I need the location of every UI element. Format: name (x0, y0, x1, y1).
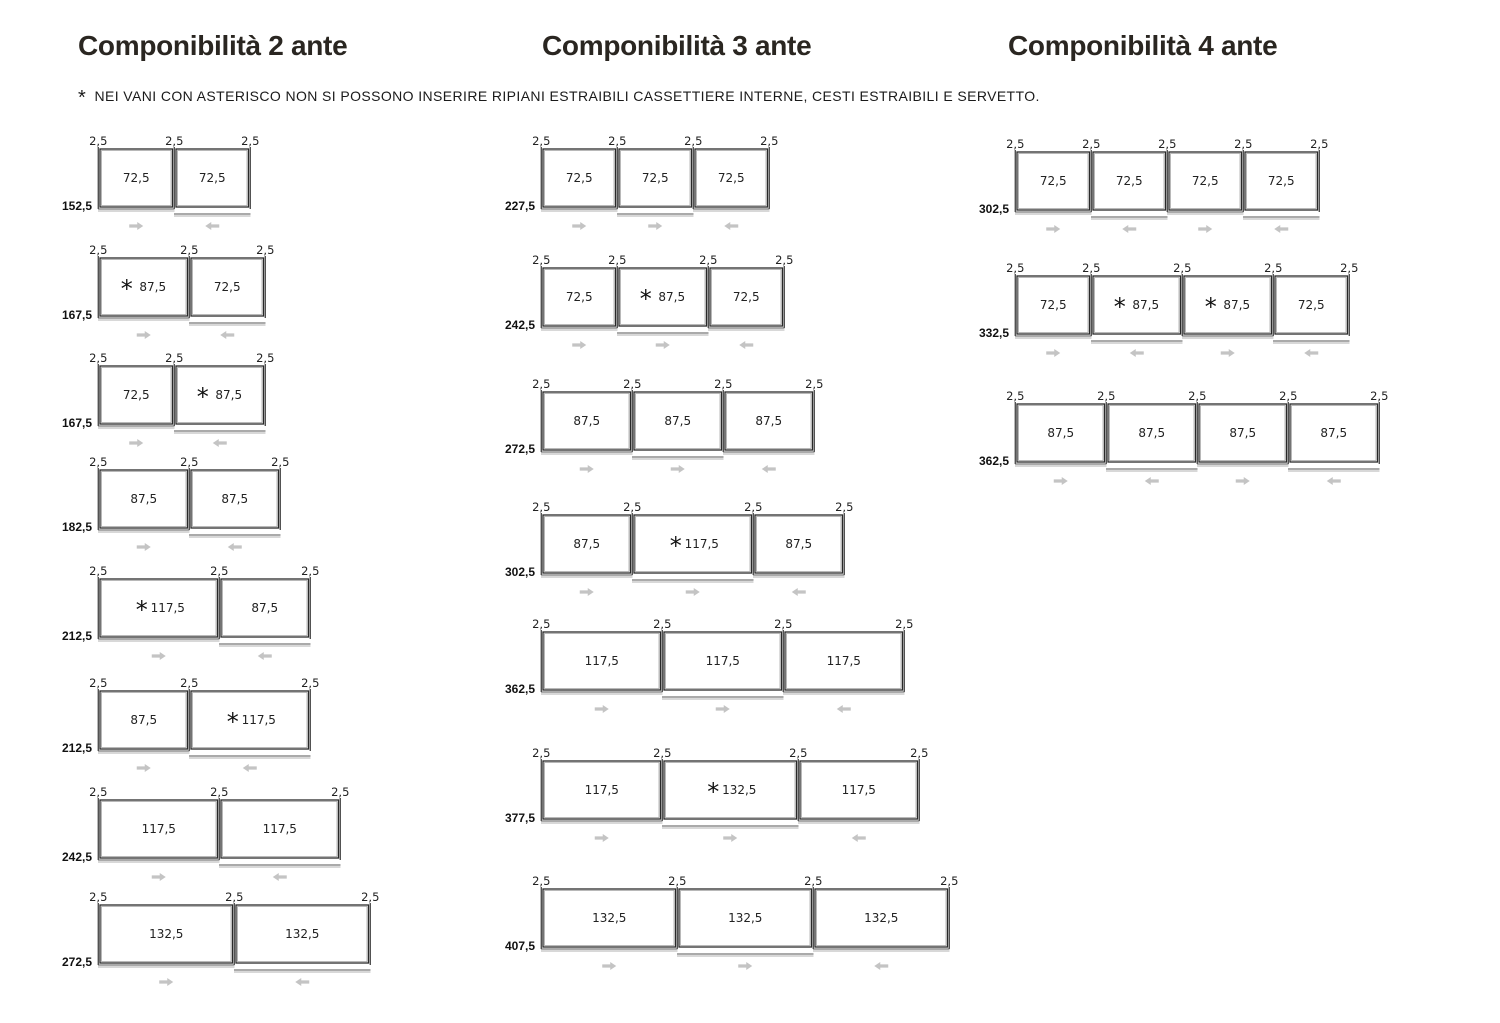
door-module (98, 149, 175, 230)
door-width-label: 117,5 (584, 783, 619, 797)
side-panel-label: 2,5 (1173, 261, 1192, 275)
asterisk-marker: * (639, 285, 652, 313)
side-panel-label: 2,5 (1006, 137, 1025, 151)
side-panel-label: 2,5 (165, 351, 184, 365)
asterisk-marker: * (1113, 293, 1126, 321)
door-width-label: 72,5 (565, 171, 593, 185)
side-panel-label: 2,5 (210, 564, 229, 578)
arrow-right-icon (580, 588, 594, 596)
configuration-three-4 (505, 500, 853, 596)
side-panel-label: 2,5 (89, 134, 108, 148)
arrow-right-icon (1236, 477, 1250, 485)
configuration-two-7 (62, 785, 349, 881)
door-module (234, 905, 371, 986)
door-module (617, 268, 709, 349)
total-width-label: 272,5 (504, 442, 535, 456)
side-panel-label: 2,5 (532, 874, 551, 888)
configuration-two-4 (62, 455, 289, 551)
door-module (1288, 404, 1380, 485)
total-width-label: 212,5 (61, 741, 92, 755)
door-width-label: 72,5 (1039, 298, 1067, 312)
door-module (1182, 276, 1274, 357)
door-width-label: 87,5 (1047, 426, 1075, 440)
door-module (783, 632, 905, 713)
arrow-right-icon (1046, 349, 1060, 357)
arrow-right-icon (572, 222, 586, 230)
arrow-right-icon (723, 834, 737, 842)
side-panel-label: 2,5 (804, 874, 823, 888)
door-width-label: 72,5 (717, 171, 745, 185)
door-module (541, 889, 678, 970)
side-panel-label: 2,5 (668, 874, 687, 888)
side-panel-label: 2,5 (623, 377, 642, 391)
door-width-label: 72,5 (1039, 174, 1067, 188)
door-module (1167, 152, 1244, 233)
door-module (541, 632, 663, 713)
side-panel-label: 2,5 (180, 243, 199, 257)
arrow-left-icon (1122, 225, 1136, 233)
door-width-label: 87,5 (1223, 298, 1251, 312)
arrow-right-icon (129, 439, 143, 447)
door-module (541, 761, 663, 842)
door-module (98, 691, 190, 772)
total-width-label: 212,5 (61, 629, 92, 643)
door-width-label: 117,5 (841, 783, 876, 797)
door-width-label: 87,5 (1132, 298, 1160, 312)
door-module (632, 515, 754, 596)
door-width-label: 117,5 (150, 601, 185, 615)
arrow-right-icon (656, 341, 670, 349)
door-module (98, 579, 220, 660)
side-panel-label: 2,5 (89, 564, 108, 578)
side-panel-label: 2,5 (775, 253, 794, 267)
arrow-left-icon (1327, 477, 1341, 485)
side-panel-label: 2,5 (1310, 137, 1329, 151)
total-width-label: 362,5 (504, 682, 535, 696)
side-panel-label: 2,5 (1006, 389, 1025, 403)
configuration-three-1 (505, 134, 778, 230)
door-module (189, 258, 266, 339)
door-width-label: 117,5 (705, 654, 740, 668)
door-width-label: 72,5 (1297, 298, 1325, 312)
door-module (753, 515, 845, 596)
side-panel-label: 2,5 (89, 785, 108, 799)
arrow-right-icon (602, 962, 616, 970)
door-width-label: 87,5 (130, 492, 158, 506)
side-panel-label: 2,5 (1340, 261, 1359, 275)
arrow-left-icon (258, 652, 272, 660)
door-module (219, 579, 311, 660)
door-width-label: 132,5 (592, 911, 627, 925)
arrow-right-icon (129, 222, 143, 230)
door-module (1015, 152, 1092, 233)
door-module (1273, 276, 1350, 357)
door-module (219, 800, 341, 881)
asterisk-marker: * (707, 778, 720, 806)
door-module (174, 149, 251, 230)
door-width-label: 72,5 (732, 290, 760, 304)
door-module (813, 889, 950, 970)
arrow-right-icon (1221, 349, 1235, 357)
arrow-right-icon (595, 834, 609, 842)
side-panel-label: 2,5 (608, 134, 627, 148)
side-panel-label: 2,5 (225, 890, 244, 904)
side-panel-label: 2,5 (1234, 137, 1253, 151)
side-panel-label: 2,5 (532, 134, 551, 148)
door-module (1243, 152, 1320, 233)
door-module (1091, 276, 1183, 357)
door-width-label: 87,5 (664, 414, 692, 428)
side-panel-label: 2,5 (89, 351, 108, 365)
door-width-label: 72,5 (198, 171, 226, 185)
total-width-label: 302,5 (504, 565, 535, 579)
side-panel-label: 2,5 (1097, 389, 1116, 403)
side-panel-label: 2,5 (532, 617, 551, 631)
door-module (1015, 276, 1092, 357)
side-panel-label: 2,5 (89, 455, 108, 469)
total-width-label: 332,5 (978, 326, 1009, 340)
door-width-label: 87,5 (251, 601, 279, 615)
door-module (541, 149, 618, 230)
door-module (617, 149, 694, 230)
door-width-label: 117,5 (684, 537, 719, 551)
side-panel-label: 2,5 (256, 351, 275, 365)
asterisk-marker: * (135, 596, 148, 624)
arrow-left-icon (228, 543, 242, 551)
door-module (708, 268, 785, 349)
arrow-left-icon (762, 465, 776, 473)
side-panel-label: 2,5 (699, 253, 718, 267)
arrow-left-icon (852, 834, 866, 842)
side-panel-label: 2,5 (653, 617, 672, 631)
arrow-right-icon (580, 465, 594, 473)
side-panel-label: 2,5 (532, 746, 551, 760)
door-width-label: 87,5 (573, 537, 601, 551)
arrow-right-icon (1046, 225, 1060, 233)
door-width-label: 72,5 (213, 280, 241, 294)
door-width-label: 132,5 (864, 911, 899, 925)
side-panel-label: 2,5 (1370, 389, 1389, 403)
side-panel-label: 2,5 (910, 746, 929, 760)
total-width-label: 167,5 (61, 308, 92, 322)
total-width-label: 302,5 (978, 202, 1009, 216)
arrow-right-icon (648, 222, 662, 230)
door-width-label: 72,5 (122, 171, 150, 185)
configuration-two-5 (62, 564, 319, 660)
configuration-three-7 (505, 874, 958, 970)
total-width-label: 152,5 (61, 199, 92, 213)
door-module (541, 268, 618, 349)
door-module (174, 366, 266, 447)
total-width-label: 242,5 (61, 850, 92, 864)
door-module (1197, 404, 1289, 485)
door-width-label: 87,5 (130, 713, 158, 727)
total-width-label: 227,5 (504, 199, 535, 213)
door-width-label: 117,5 (584, 654, 619, 668)
arrow-right-icon (152, 652, 166, 660)
arrow-left-icon (273, 873, 287, 881)
side-panel-label: 2,5 (532, 377, 551, 391)
door-width-label: 117,5 (241, 713, 276, 727)
door-width-label: 132,5 (149, 927, 184, 941)
door-module (677, 889, 814, 970)
door-module (189, 470, 281, 551)
arrow-left-icon (295, 978, 309, 986)
title-2-ante: Componibilità 2 ante (78, 30, 348, 61)
side-panel-label: 2,5 (256, 243, 275, 257)
door-module (723, 392, 815, 473)
side-panel-label: 2,5 (89, 243, 108, 257)
arrow-left-icon (1304, 349, 1318, 357)
side-panel-label: 2,5 (805, 377, 824, 391)
arrow-left-icon (1130, 349, 1144, 357)
configuration-three-6 (505, 746, 928, 842)
door-module (1015, 404, 1107, 485)
arrow-right-icon (152, 873, 166, 881)
arrow-left-icon (724, 222, 738, 230)
door-width-label: 72,5 (1115, 174, 1143, 188)
side-panel-label: 2,5 (180, 676, 199, 690)
door-width-label: 87,5 (658, 290, 686, 304)
door-module (693, 149, 770, 230)
arrow-right-icon (137, 543, 151, 551)
door-width-label: 72,5 (1267, 174, 1295, 188)
door-width-label: 87,5 (755, 414, 783, 428)
door-width-label: 87,5 (215, 388, 243, 402)
arrow-left-icon (220, 331, 234, 339)
door-module (98, 470, 190, 551)
side-panel-label: 2,5 (744, 500, 763, 514)
side-panel-label: 2,5 (1158, 137, 1177, 151)
arrow-right-icon (137, 331, 151, 339)
door-width-label: 132,5 (285, 927, 320, 941)
configuration-four-1 (979, 137, 1328, 233)
door-width-label: 72,5 (565, 290, 593, 304)
arrow-left-icon (1145, 477, 1159, 485)
side-panel-label: 2,5 (835, 500, 854, 514)
asterisk-symbol: * (78, 87, 87, 109)
arrow-right-icon (1054, 477, 1068, 485)
door-module (189, 691, 311, 772)
side-panel-label: 2,5 (361, 890, 380, 904)
arrow-left-icon (792, 588, 806, 596)
configuration-two-3 (62, 351, 274, 447)
side-panel-label: 2,5 (1264, 261, 1283, 275)
configuration-four-3 (979, 389, 1388, 485)
title-3-ante: Componibilità 3 ante (542, 30, 812, 61)
total-width-label: 182,5 (61, 520, 92, 534)
arrow-right-icon (716, 705, 730, 713)
arrow-left-icon (1274, 225, 1288, 233)
side-panel-label: 2,5 (241, 134, 260, 148)
arrow-right-icon (159, 978, 173, 986)
arrow-right-icon (1198, 225, 1212, 233)
asterisk-marker: * (196, 383, 209, 411)
door-width-label: 72,5 (641, 171, 669, 185)
door-module (541, 515, 633, 596)
arrow-left-icon (837, 705, 851, 713)
door-width-label: 132,5 (728, 911, 763, 925)
total-width-label: 362,5 (978, 454, 1009, 468)
title-4-ante: Componibilità 4 ante (1008, 30, 1278, 61)
total-width-label: 242,5 (504, 318, 535, 332)
door-width-label: 72,5 (1191, 174, 1219, 188)
configuration-two-2 (62, 243, 274, 339)
arrow-left-icon (213, 439, 227, 447)
door-module (98, 366, 175, 447)
door-width-label: 87,5 (139, 280, 167, 294)
side-panel-label: 2,5 (89, 890, 108, 904)
arrow-right-icon (671, 465, 685, 473)
side-panel-label: 2,5 (165, 134, 184, 148)
door-width-label: 87,5 (1320, 426, 1348, 440)
side-panel-label: 2,5 (608, 253, 627, 267)
door-module (1106, 404, 1198, 485)
asterisk-marker: * (120, 275, 133, 303)
side-panel-label: 2,5 (789, 746, 808, 760)
side-panel-label: 2,5 (714, 377, 733, 391)
configuration-three-5 (505, 617, 913, 713)
side-panel-label: 2,5 (1279, 389, 1298, 403)
asterisk-marker: * (226, 708, 239, 736)
asterisk-marker: * (669, 532, 682, 560)
arrow-left-icon (739, 341, 753, 349)
side-panel-label: 2,5 (684, 134, 703, 148)
door-width-label: 117,5 (826, 654, 861, 668)
arrow-left-icon (243, 764, 257, 772)
arrow-right-icon (137, 764, 151, 772)
side-panel-label: 2,5 (760, 134, 779, 148)
side-panel-label: 2,5 (532, 500, 551, 514)
side-panel-label: 2,5 (271, 455, 290, 469)
side-panel-label: 2,5 (895, 617, 914, 631)
side-panel-label: 2,5 (301, 676, 320, 690)
door-module (98, 258, 190, 339)
door-width-label: 72,5 (122, 388, 150, 402)
configuration-two-6 (62, 676, 319, 772)
door-width-label: 87,5 (221, 492, 249, 506)
side-panel-label: 2,5 (1082, 261, 1101, 275)
side-panel-label: 2,5 (89, 676, 108, 690)
door-width-label: 117,5 (141, 822, 176, 836)
side-panel-label: 2,5 (301, 564, 320, 578)
door-module (662, 632, 784, 713)
door-module (541, 392, 633, 473)
total-width-label: 407,5 (504, 939, 535, 953)
door-module (98, 905, 235, 986)
asterisk-note-text: NEI VANI CON ASTERISCO NON SI POSSONO INSERIRE RIPIANI ESTRAIBILI CASSETTIERE INTERNE, CESTI ESTRAIBILI E SERVETTO. (94, 88, 1040, 104)
side-panel-label: 2,5 (623, 500, 642, 514)
door-width-label: 87,5 (785, 537, 813, 551)
side-panel-label: 2,5 (774, 617, 793, 631)
total-width-label: 167,5 (61, 416, 92, 430)
door-width-label: 87,5 (1138, 426, 1166, 440)
configuration-four-2 (979, 261, 1358, 357)
door-module (798, 761, 920, 842)
configuration-three-2 (505, 253, 793, 349)
side-panel-label: 2,5 (1006, 261, 1025, 275)
door-module (662, 761, 799, 842)
asterisk-marker: * (1204, 293, 1217, 321)
arrow-right-icon (738, 962, 752, 970)
side-panel-label: 2,5 (210, 785, 229, 799)
side-panel-label: 2,5 (653, 746, 672, 760)
side-panel-label: 2,5 (532, 253, 551, 267)
door-module (632, 392, 724, 473)
total-width-label: 272,5 (61, 955, 92, 969)
door-width-label: 117,5 (262, 822, 297, 836)
arrow-left-icon (205, 222, 219, 230)
arrow-left-icon (874, 962, 888, 970)
arrow-right-icon (595, 705, 609, 713)
total-width-label: 377,5 (504, 811, 535, 825)
arrow-right-icon (572, 341, 586, 349)
side-panel-label: 2,5 (940, 874, 959, 888)
configuration-three-3 (505, 377, 823, 473)
configuration-two-8 (62, 890, 379, 986)
door-module (98, 800, 220, 881)
door-width-label: 87,5 (1229, 426, 1257, 440)
side-panel-label: 2,5 (1082, 137, 1101, 151)
configuration-two-1 (62, 134, 259, 230)
door-width-label: 132,5 (722, 783, 757, 797)
door-module (1091, 152, 1168, 233)
arrow-right-icon (686, 588, 700, 596)
door-width-label: 87,5 (573, 414, 601, 428)
side-panel-label: 2,5 (331, 785, 350, 799)
side-panel-label: 2,5 (180, 455, 199, 469)
side-panel-label: 2,5 (1188, 389, 1207, 403)
